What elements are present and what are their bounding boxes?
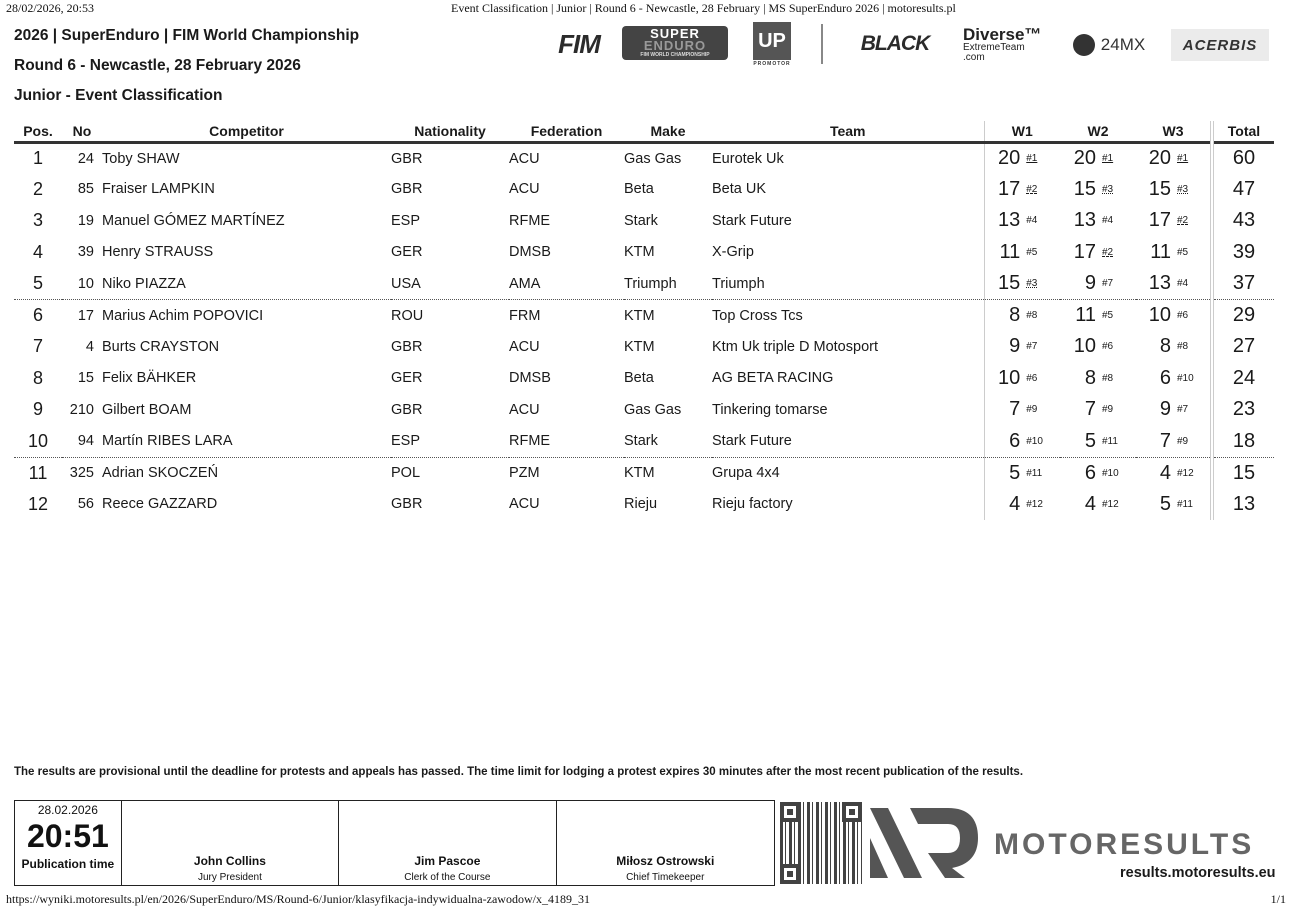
official-role: Clerk of the Course [404, 872, 491, 883]
total-cell: 24 [1212, 363, 1274, 395]
total-cell: 27 [1212, 331, 1274, 363]
team-cell: Ktm Uk triple D Motosport [712, 338, 878, 355]
make-cell: KTM [624, 465, 655, 481]
superenduro-logo-line3: FIM WORLD CHAMPIONSHIP [640, 51, 710, 58]
heat-position: #10 [1026, 435, 1043, 447]
competitor-cell: Niko PIAZZA [102, 268, 391, 300]
header-total: Total [1212, 121, 1274, 142]
nationality-cell: ESP [391, 212, 421, 229]
nationality-cell: GBR [391, 150, 423, 167]
heat-position: #2 [1102, 246, 1114, 258]
federation-cell: DMSB [509, 244, 551, 261]
heat-points: 5 [1009, 461, 1021, 484]
heat-position: #3 [1102, 183, 1114, 195]
nationality-cell: USA [391, 268, 509, 300]
w3-cell [1136, 237, 1212, 269]
pos-cell: 5 [14, 268, 62, 300]
number-cell: 210 [69, 401, 94, 418]
team-cell: Rieju factory [712, 496, 793, 513]
heat-position: #1 [1102, 153, 1114, 164]
heat-position: #3 [1177, 183, 1189, 195]
federation-cell: AMA [509, 268, 624, 300]
header-pos: Pos. [14, 121, 62, 142]
heat-position: #10 [1102, 467, 1119, 479]
official-role: Jury President [197, 872, 262, 883]
24mx-logo-text: 24MX [1100, 35, 1146, 54]
heat-points: 15 [998, 272, 1021, 294]
header-nationality: Nationality [391, 121, 509, 142]
competitor-cell: Toby SHAW [102, 150, 180, 167]
w2-cell [1060, 174, 1136, 206]
number-cell: 85 [77, 181, 94, 198]
heat-points: 13 [1073, 209, 1096, 232]
federation-cell: ACU [509, 181, 540, 198]
heat-position: #9 [1026, 404, 1038, 416]
motoresults-wordmark: MOTORESULTS [994, 828, 1255, 861]
motoresults-url[interactable]: results.motoresults.eu [1120, 865, 1276, 881]
heat-position: #2 [1177, 215, 1189, 227]
pos-cell: 1 [32, 148, 43, 168]
heat-position: #6 [1102, 341, 1114, 353]
number-cell: 56 [77, 496, 94, 513]
make-cell: Triumph [624, 268, 712, 300]
pos-cell: 6 [32, 305, 43, 325]
diverse-logo-line2: ExtremeTeam [963, 41, 1025, 53]
print-title: Event Classification | Junior | Round 6 - Newcastle, 28 February | MS SuperEnduro 2026 | motoresults.pl [451, 1, 956, 15]
team-cell: Top Cross Tcs [712, 307, 803, 324]
promotor-caption: PROMOTOR [753, 61, 791, 67]
federation-cell: ACU [509, 401, 540, 418]
heat-points: 17 [998, 177, 1021, 200]
total-cell: 15 [1212, 457, 1274, 489]
diverse-logo-line1: Diverse™ [963, 24, 1042, 44]
nationality-cell: GBR [391, 338, 423, 355]
heat-points: 5 [1084, 429, 1096, 452]
total-cell: 37 [1212, 268, 1274, 300]
make-cell: Beta [624, 181, 654, 198]
federation-cell: RFME [509, 426, 624, 458]
heat-position: #4 [1026, 215, 1038, 227]
heat-points: 10 [1148, 304, 1171, 326]
make-cell: Gas Gas [624, 150, 682, 167]
heat-position: #11 [1102, 435, 1118, 447]
w2-cell [1060, 331, 1136, 363]
heat-position: #12 [1026, 498, 1043, 510]
nationality-cell: GER [391, 370, 423, 387]
table-row [14, 363, 1274, 395]
qr-finder [842, 802, 862, 822]
pos-cell: 3 [32, 210, 43, 231]
heat-position: #10 [1177, 372, 1194, 384]
heat-position: #9 [1177, 435, 1189, 447]
number-cell: 94 [62, 426, 102, 458]
heat-position: #2 [1026, 183, 1038, 195]
heat-points: 8 [1084, 366, 1096, 389]
number-cell: 4 [85, 338, 94, 355]
header-no: No [62, 121, 102, 142]
heat-points: 4 [1159, 461, 1171, 484]
w3-cell [1136, 489, 1212, 521]
w2-cell [1060, 426, 1136, 458]
nationality-cell: ESP [391, 426, 509, 458]
w1-cell [984, 237, 1060, 269]
results-table [14, 121, 1274, 520]
heat-points: 15 [1148, 177, 1171, 200]
pos-cell: 11 [28, 462, 48, 483]
team-cell: Grupa 4x4 [712, 465, 780, 481]
federation-cell: RFME [509, 212, 551, 229]
w2-cell [1060, 394, 1136, 426]
w3-cell [1136, 300, 1212, 332]
w1-cell [984, 394, 1060, 426]
header-make: Make [624, 121, 712, 142]
w1-cell [984, 268, 1060, 300]
nationality-cell: ROU [391, 307, 424, 324]
results-body [14, 142, 1274, 520]
make-cell: KTM [624, 244, 655, 261]
w3-cell [1136, 457, 1212, 489]
w2-cell [1060, 268, 1136, 300]
signature-box [14, 800, 775, 886]
table-row [14, 142, 1274, 174]
team-cell: Triumph [712, 268, 984, 300]
number-cell: 19 [77, 212, 94, 229]
competitor-cell: Gilbert BOAM [102, 401, 192, 418]
heat-points: 9 [1159, 398, 1171, 421]
team-cell: X-Grip [712, 244, 754, 261]
header-w2: W2 [1060, 121, 1136, 142]
table-row [14, 237, 1274, 269]
acerbis-logo: ACERBIS [1171, 29, 1269, 61]
pos-cell: 12 [27, 493, 49, 514]
table-row [14, 268, 1274, 300]
pos-cell: 10 [14, 426, 62, 458]
w2-cell [1060, 205, 1136, 237]
heat-points: 13 [1148, 272, 1171, 294]
heat-points: 17 [1073, 240, 1096, 263]
heat-position: #8 [1177, 341, 1189, 353]
heat-position: #5 [1102, 310, 1114, 321]
w3-cell [1136, 394, 1212, 426]
round-title: Round 6 - Newcastle, 28 February 2026 [14, 57, 301, 74]
heat-points: 20 [1073, 147, 1096, 169]
heat-points: 8 [1159, 335, 1171, 358]
number-cell: 15 [77, 370, 94, 387]
heat-position: #8 [1026, 310, 1038, 321]
fim-logo: FIM [558, 28, 600, 59]
heat-position: #5 [1026, 246, 1038, 258]
w1-cell [984, 426, 1060, 458]
heat-position: #12 [1177, 467, 1194, 479]
pos-cell: 9 [32, 399, 43, 420]
heat-position: #11 [1177, 498, 1193, 510]
heat-points: 17 [1148, 209, 1171, 232]
header-w1: W1 [984, 121, 1060, 142]
heat-position: #4 [1177, 278, 1189, 289]
header-w3: W3 [1136, 121, 1212, 142]
table-header-row [14, 121, 1274, 142]
team-cell: Tinkering tomarse [712, 401, 828, 418]
print-url: https://wyniki.motoresults.pl/en/2026/SuperEnduro/MS/Round-6/Junior/klasyfikacja-indywidualna-zawodow/x_4189_31 [6, 892, 590, 906]
heat-points: 6 [1009, 429, 1021, 452]
heat-position: #4 [1102, 215, 1114, 227]
heat-position: #8 [1102, 372, 1114, 384]
team-cell: Stark Future [712, 212, 792, 229]
competitor-cell: Felix BÄHKER [102, 370, 197, 387]
w1-cell [984, 363, 1060, 395]
make-cell: Gas Gas [624, 401, 682, 418]
provisional-disclaimer: The results are provisional until the deadline for protests and appeals has passed. The time limit for lodging a protest expires 30 minutes after the most recent publication of the results. [14, 766, 1024, 778]
federation-cell: PZM [509, 465, 540, 481]
print-header [6, 1, 1294, 15]
w2-cell [1060, 457, 1136, 489]
w2-cell [1060, 489, 1136, 521]
team-cell: Beta UK [712, 181, 766, 198]
number-cell: 39 [77, 244, 94, 261]
pos-cell: 8 [32, 367, 43, 388]
black-logo: BLACK [860, 32, 930, 55]
heat-points: 7 [1159, 429, 1171, 452]
motoresults-logo-icon [870, 808, 980, 878]
w3-cell [1136, 142, 1212, 174]
federation-cell: ACU [509, 150, 540, 167]
heat-position: #6 [1026, 372, 1038, 384]
publication-time: 20:51 [26, 818, 109, 854]
sponsor-logos [545, 20, 1275, 70]
heat-position: #3 [1026, 278, 1038, 289]
heat-points: 20 [998, 147, 1021, 169]
competitor-cell: Manuel GÓMEZ MARTÍNEZ [102, 212, 285, 229]
logo-divider [821, 24, 823, 64]
heat-points: 8 [1009, 304, 1021, 326]
heat-position: #7 [1177, 404, 1189, 416]
total-cell: 18 [1212, 426, 1274, 458]
w1-cell [984, 142, 1060, 174]
number-cell: 17 [77, 307, 94, 324]
nationality-cell: GBR [391, 401, 423, 418]
total-cell: 60 [1212, 142, 1274, 174]
table-row [14, 300, 1274, 332]
team-cell: Stark Future [712, 426, 984, 458]
heat-points: 15 [1073, 177, 1096, 200]
heat-position: #5 [1177, 246, 1189, 258]
heat-points: 11 [1150, 240, 1171, 263]
signature-jury-president [122, 801, 339, 885]
heat-position: #1 [1177, 153, 1189, 164]
table-row [14, 457, 1274, 489]
header-competitor: Competitor [102, 121, 391, 142]
official-role: Chief Timekeeper [626, 872, 705, 883]
heat-points: 11 [999, 240, 1021, 263]
heat-points: 4 [1084, 492, 1096, 515]
w3-cell [1136, 331, 1212, 363]
header-federation: Federation [509, 121, 624, 142]
w3-cell [1136, 426, 1212, 458]
make-cell: KTM [624, 338, 655, 355]
total-cell: 39 [1212, 237, 1274, 269]
official-name: Jim Pascoe [414, 854, 481, 868]
w3-cell [1136, 363, 1212, 395]
w2-cell [1060, 363, 1136, 395]
table-row [14, 174, 1274, 206]
heat-points: 11 [1075, 304, 1096, 326]
header-team: Team [712, 121, 984, 142]
w2-cell [1060, 237, 1136, 269]
heat-points: 9 [1084, 272, 1096, 294]
team-cell: AG BETA RACING [712, 370, 834, 387]
official-name: John Collins [193, 854, 266, 868]
table-row [14, 331, 1274, 363]
signature-chief-timekeeper [557, 801, 774, 885]
number-cell: 325 [69, 465, 94, 481]
total-cell: 23 [1212, 394, 1274, 426]
w1-cell [984, 457, 1060, 489]
heat-points: 4 [1009, 492, 1021, 515]
page-number: 1/1 [1270, 892, 1286, 906]
pos-cell: 7 [32, 336, 43, 357]
w3-cell [1136, 174, 1212, 206]
publication-cell [15, 801, 122, 885]
heat-position: #6 [1177, 310, 1189, 321]
heat-position: #7 [1026, 341, 1038, 353]
document-titles [14, 26, 359, 116]
total-cell: 13 [1212, 489, 1274, 521]
heat-points: 7 [1084, 398, 1096, 421]
pos-cell: 4 [32, 241, 43, 262]
heat-points: 13 [998, 209, 1021, 232]
heat-position: #12 [1102, 498, 1119, 510]
superenduro-logo-line2: ENDURO [643, 37, 707, 53]
heat-points: 5 [1159, 492, 1171, 515]
heat-position: #1 [1026, 153, 1038, 164]
competitor-cell: Martín RIBES LARA [102, 426, 391, 458]
total-cell: 47 [1212, 174, 1274, 206]
helmet-icon [1073, 34, 1095, 56]
heat-points: 10 [998, 366, 1021, 389]
print-footer [6, 892, 1286, 907]
w1-cell [984, 174, 1060, 206]
w3-cell [1136, 268, 1212, 300]
total-cell: 43 [1212, 205, 1274, 237]
competitor-cell: Marius Achim POPOVICI [102, 307, 264, 324]
heat-points: 6 [1084, 461, 1096, 484]
w1-cell [984, 489, 1060, 521]
total-cell: 29 [1212, 300, 1274, 332]
number-cell: 24 [77, 150, 94, 167]
heat-points: 7 [1009, 398, 1021, 421]
table-row [14, 205, 1274, 237]
make-cell: Rieju [624, 496, 658, 513]
competitor-cell: Adrian SKOCZEŃ [102, 465, 219, 481]
nationality-cell: POL [391, 465, 421, 481]
federation-cell: ACU [509, 338, 540, 355]
championship-title: 2026 | SuperEnduro | FIM World Championship [14, 27, 360, 44]
heat-position: #7 [1102, 278, 1114, 289]
competitor-cell: Fraiser LAMPKIN [102, 181, 215, 198]
federation-cell: FRM [509, 307, 541, 324]
federation-cell: DMSB [509, 370, 551, 387]
table-row [14, 426, 1274, 458]
nationality-cell: GER [391, 244, 423, 261]
superenduro-logo-line1: SUPER [650, 25, 700, 41]
publication-date: 28.02.2026 [37, 803, 98, 817]
classification-title: Junior - Event Classification [14, 87, 223, 104]
table-row [14, 489, 1274, 521]
competitor-cell: Burts CRAYSTON [102, 338, 220, 355]
make-cell: KTM [624, 307, 655, 324]
official-name: Miłosz Ostrowski [616, 854, 715, 868]
heat-position: #9 [1102, 404, 1114, 416]
nationality-cell: GBR [391, 496, 423, 513]
24mx-logo [1059, 32, 1159, 58]
qr-finder [780, 802, 800, 822]
heat-points: 10 [1073, 335, 1096, 358]
heat-points: 20 [1148, 147, 1171, 169]
heat-points: 6 [1159, 366, 1171, 389]
competitor-cell: Reece GAZZARD [102, 496, 218, 513]
signature-clerk-of-course [339, 801, 556, 885]
w3-cell [1136, 205, 1212, 237]
make-cell: Beta [624, 370, 654, 387]
w1-cell [984, 331, 1060, 363]
publication-label: Publication time [21, 857, 115, 871]
federation-cell: ACU [509, 496, 540, 513]
w2-cell [1060, 142, 1136, 174]
table-row [14, 394, 1274, 426]
sport-up-logo: UP [753, 22, 791, 60]
number-cell: 10 [62, 268, 102, 300]
diverse-logo [963, 24, 1045, 64]
competitor-cell: Henry STRAUSS [102, 244, 214, 261]
heat-position: #11 [1026, 467, 1043, 479]
make-cell: Stark [624, 212, 658, 229]
qr-finder [780, 864, 800, 884]
print-datetime: 28/02/2026, 20:53 [6, 1, 95, 15]
nationality-cell: GBR [391, 181, 423, 198]
w2-cell [1060, 300, 1136, 332]
heat-points: 9 [1009, 335, 1021, 358]
w1-cell [984, 300, 1060, 332]
diverse-logo-line3: .com [963, 51, 985, 63]
make-cell: Stark [624, 426, 712, 458]
team-cell: Eurotek Uk [712, 150, 784, 167]
qr-code-icon[interactable] [780, 802, 862, 884]
superenduro-logo [622, 26, 728, 60]
w1-cell [984, 205, 1060, 237]
pos-cell: 2 [32, 178, 43, 199]
